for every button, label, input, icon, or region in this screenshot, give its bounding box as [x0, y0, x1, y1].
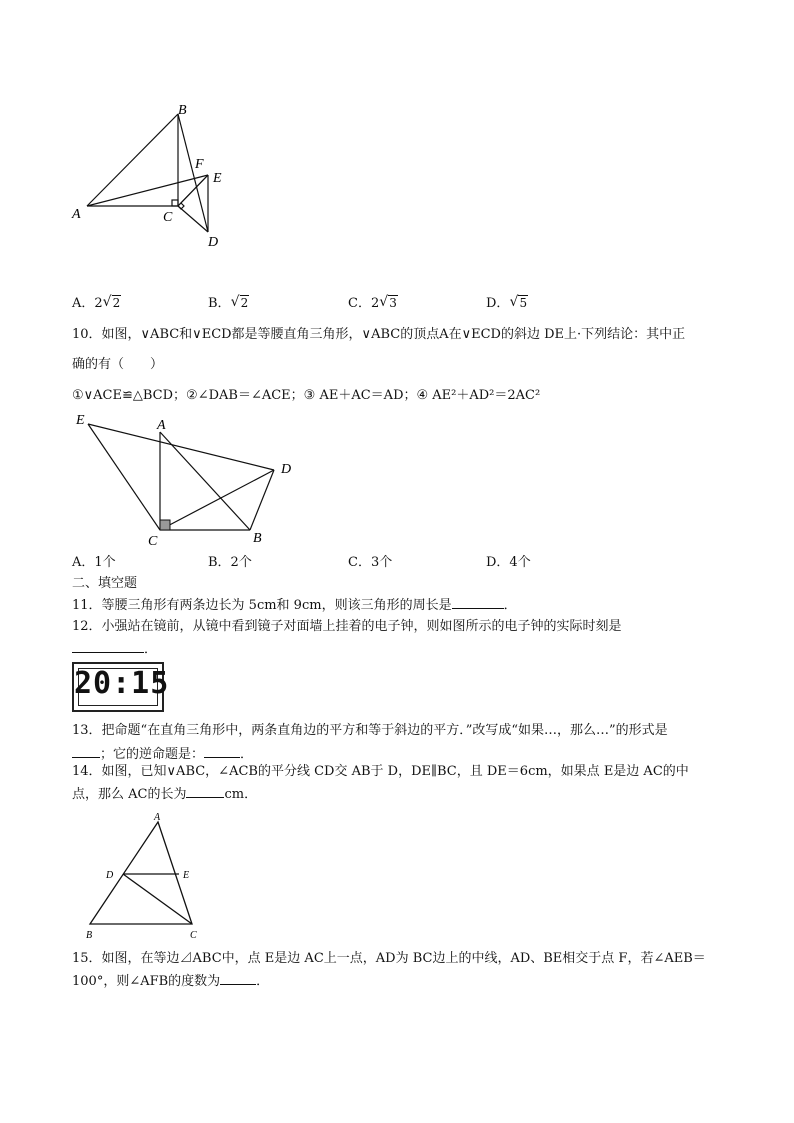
q14-label-D: D	[106, 870, 114, 881]
digital-clock	[72, 662, 170, 712]
q9-figure	[60, 100, 240, 260]
q14-answer-blank[interactable]	[186, 785, 224, 798]
q15-answer-blank[interactable]	[220, 972, 256, 985]
q10-option-c[interactable]: C．3个	[348, 555, 393, 570]
q9-label-D: D	[208, 235, 219, 250]
q10-line2: 确的有（ ）	[72, 357, 164, 372]
q9-option-d[interactable]: D． √ 5	[486, 294, 528, 311]
q14-label-A: A	[154, 812, 161, 823]
q14-label-C: C	[190, 930, 197, 941]
q10-label-A: A	[157, 418, 166, 433]
q10-option-d[interactable]: D．4个	[486, 555, 531, 570]
q10-line1: 10．如图，∨ABC和∨ECD都是等腰直角三角形，∨ABC的顶点A在∨ECD的斜边 DE上·下列结论：其中正	[72, 327, 686, 342]
sqrt-symbol: √ 3	[379, 294, 397, 310]
q13-line2: ；它的逆命题是： ．	[72, 745, 253, 764]
q10-option-b[interactable]: B．2个	[208, 555, 252, 570]
q10-label-E: E	[76, 413, 85, 428]
q10-figure	[70, 410, 300, 550]
q13-answer-blank-1[interactable]	[72, 745, 100, 758]
q14-label-B: B	[86, 930, 93, 941]
q11: 11．等腰三角形有两条边长为 5cm和 9cm，则该三角形的周长是 ．	[72, 598, 517, 613]
q10-label-C: C	[148, 534, 158, 549]
q13-line1: 13．把命题“在直角三角形中，两条直角边的平方和等于斜边的平方．”改写成“如果…，那么…”的形式是	[72, 723, 668, 738]
sqrt-symbol: √ 5	[509, 294, 528, 310]
q9-label-C: C	[163, 210, 173, 225]
q9-option-b[interactable]: B． √ 2	[208, 294, 249, 311]
q9-label-A: A	[72, 207, 81, 222]
q12-answer-blank[interactable]	[72, 640, 144, 653]
q14-label-E: E	[183, 870, 190, 881]
q10-option-a[interactable]: A．1个	[72, 555, 116, 570]
q12-line2: ．	[72, 640, 157, 659]
q10-label-B: B	[253, 531, 262, 546]
q9-label-F: F	[195, 157, 204, 172]
q13-answer-blank-2[interactable]	[204, 745, 240, 758]
sqrt-symbol: √ 2	[230, 294, 249, 310]
clock-display: 20:15	[74, 666, 170, 701]
q9-label-E: E	[213, 171, 222, 186]
q9-label-B: B	[178, 103, 187, 118]
q14-line1: 14．如图，已知∨ABC，∠ACB的平分线 CD交 AB于 D，DE∥BC，且 DE＝6cm，如果点 E是边 AC的中	[72, 764, 689, 779]
q15-line1: 15．如图，在等边⊿ABC中，点 E是边 AC上一点，AD为 BC边上的中线，AD、BE相交于点 F，若∠AEB＝	[72, 951, 706, 966]
q10-conclusions: ①∨ACE≌△BCD；②∠DAB＝∠ACE；③ AE＋AC＝AD；④ AE²＋AD²＝2AC²	[72, 388, 541, 403]
q9-option-a[interactable]: A．2 √ 2	[72, 294, 121, 311]
section-title: 二、填空题	[72, 576, 138, 591]
q11-answer-blank[interactable]	[452, 596, 504, 609]
q9-option-c[interactable]: C．2 √ 3	[348, 294, 397, 311]
sqrt-symbol: √ 2	[102, 294, 121, 310]
q12-line1: 12．小强站在镜前，从镜中看到镜子对面墙上挂着的电子钟，则如图所示的电子钟的实际时刻是	[72, 619, 622, 634]
q14-figure	[78, 808, 208, 942]
q14-line2: 点，那么 AC的长为 cm．	[72, 787, 258, 802]
q10-label-D: D	[281, 462, 292, 477]
q15-line2: 100°，则∠AFB的度数为 ．	[72, 974, 270, 989]
